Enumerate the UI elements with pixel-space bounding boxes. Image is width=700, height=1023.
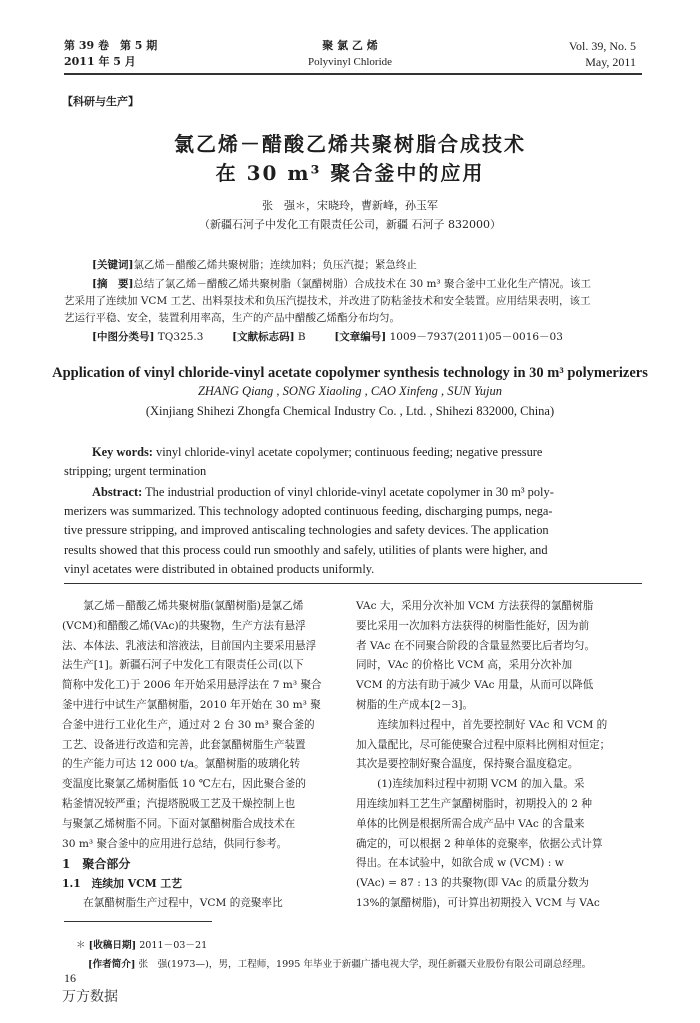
header-date-en: May, 2011: [585, 55, 636, 69]
abstract-en-line: vinyl acetates were distributed in obtained products uniformly.: [64, 561, 375, 576]
section-heading: 1 聚合部分: [62, 857, 131, 872]
keywords-en-label: Key words:: [92, 445, 153, 459]
body-line: 13%的氯醋树脂)，可计算出初期投入 VCM 与 VAc: [356, 896, 600, 909]
abstract-en-label: Abstract:: [92, 485, 143, 499]
author-bio: 张 强(1973—)，男，工程师，1995 年毕业于新疆广播电视大学，现任新疆天业股份有限公司副总经理。: [138, 959, 592, 970]
body-left-column: [62, 597, 360, 914]
author-bio-label: [作者简介]: [88, 959, 136, 970]
body-line: 的生产能力可达 12 000 t/a。氯醋树脂的玻璃化转: [62, 758, 301, 771]
body-line: 得出。在本试验中，如欲合成 w (VCM) : w: [356, 857, 564, 870]
affiliation-cn: （新疆石河子中发化工有限责任公司，新疆 石河子 832000）: [199, 218, 501, 231]
body-line: 法、本体法、乳液法和溶液法，目前国内主要采用悬浮: [62, 639, 317, 652]
footnote-rule: [64, 921, 212, 922]
body-line: 单体的比例是根据所需合成产品中 VAc 的含量来: [356, 817, 585, 830]
body-right-column: [356, 597, 654, 914]
clc-value: TQ325.3: [157, 331, 204, 343]
received-label: [收稿日期]: [88, 940, 137, 951]
body-line: 粘釜情况较严重；汽提塔脱吸工艺及干燥控制上也: [62, 797, 296, 810]
body-line: 变温度比聚氯乙烯树脂低 10 ℃左右，因此聚合釜的: [62, 778, 306, 791]
body-line: 者 VAc 在不同聚合阶段的含量显然要比后者均匀。: [356, 639, 596, 652]
body-line: 工艺、设备进行改造和完善，此套氯醋树脂生产装置: [62, 738, 306, 751]
authors-en: ZHANG Qiang , SONG Xiaoling , CAO Xinfeng , SUN Yujun: [197, 384, 503, 398]
abstract-rule: [64, 583, 642, 584]
body-line: 要比采用一次加料方法获得的树脂性能好，因为前: [356, 619, 590, 632]
header-volume-cn: 第 39 卷 第 5 期: [64, 39, 158, 52]
body-line: (1)连续加料过程中初期 VCM 的加入量。采: [356, 778, 585, 791]
footnote-star-icon: ＊: [76, 940, 89, 951]
body-line: (VAc) = 87 : 13 的共聚物(即 VAc 的质量分数为: [356, 877, 589, 890]
doc-code-label: [文献标志码]: [232, 331, 295, 343]
body-line: 用连续加料工艺生产氯醋树脂时，初期投入的 2 种: [356, 797, 592, 810]
abstract-cn-line: 艺运行平稳、安全，装置利用率高，生产的产品中醋酸乙烯酯分布均匀。: [64, 312, 400, 324]
abstract-en-line: The industrial production of vinyl chloride-vinyl acetate copolymer in 30 m³ poly-: [145, 485, 554, 499]
abstract-en: [64, 483, 644, 579]
received-date: 2011－03－21: [139, 940, 208, 951]
body-line: 确定的，可以根据 2 种单体的竞聚率，依据公式计算: [356, 837, 603, 850]
page-number: 16: [64, 971, 76, 985]
body-line: 法生产[1]。新疆石河子中发化工有限责任公司(以下: [62, 659, 304, 672]
header-volume-en: Vol. 39, No. 5: [568, 39, 636, 53]
header-date-cn: 2011 年 5 月: [64, 55, 136, 68]
body-line: 氯乙烯－醋酸乙烯共聚树脂(氯醋树脂)是氯乙烯: [62, 600, 304, 612]
keywords-cn-text: 氯乙烯－醋酸乙烯共聚树脂；连续加料；负压汽提；紧急终止: [133, 259, 417, 271]
body-line: 简称中发化工)于 2006 年开始采用悬浮法在 7 m³ 聚合: [62, 679, 322, 692]
header-journal-en: Polyvinyl Chloride: [307, 56, 393, 68]
title-en: Application of vinyl chloride-vinyl acetate copolymer synthesis technology in 30 m³ polymerizers: [52, 365, 648, 381]
body-line: 其次是要控制好聚合温度，保持聚合温度稳定。: [356, 758, 579, 771]
body-line: 在氯醋树脂生产过程中，VCM 的竞聚率比: [62, 897, 283, 910]
affiliation-en: (Xinjiang Shihezi Zhongfa Chemical Industry Co. , Ltd. , Shihezi 832000, China): [145, 404, 555, 418]
authors-cn: 张 强＊，宋晓玲，曹新峰，孙玉军: [262, 199, 438, 212]
body-line: 合釜中进行工业化生产，通过对 2 台 30 m³ 聚合釜的: [62, 718, 315, 731]
abstract-en-line: results showed that this process could run smoothly and safely, utilities of plants were higher, and: [64, 542, 548, 557]
footnote-author: [88, 956, 658, 970]
body-line: 树脂的生产成本[2－3]。: [356, 698, 474, 711]
body-line: 加入量配比，尽可能使聚合过程中原料比例相对恒定；: [356, 738, 611, 751]
body-line: 连续加料过程中，首先要控制好 VAc 和 VCM 的: [356, 718, 608, 731]
body-line: 釜中进行中试生产氯醋树脂，2010 年开始在 30 m³ 聚: [62, 698, 321, 711]
header-journal-cn: 聚 氯 乙 烯: [322, 39, 378, 52]
subsection-heading: 1.1 连续加 VCM 工艺: [62, 877, 183, 891]
article-id-label: [文章编号]: [334, 331, 387, 343]
classification-cn: [92, 329, 652, 346]
abstract-cn: [64, 276, 654, 327]
keywords-cn-label: [关键词]: [92, 259, 134, 271]
keywords-cn: [92, 257, 652, 274]
body-line: VCM 的方法有助于减少 VAc 用量，从而可以降低: [356, 679, 594, 692]
doc-code-value: B: [297, 331, 306, 343]
footnote-received: [76, 937, 207, 951]
clc-label: [中图分类号]: [92, 331, 155, 343]
title-cn-line1: 氯乙烯－醋酸乙烯共聚树脂合成技术: [174, 132, 526, 156]
body-line: (VCM)和醋酸乙烯(VAc)的共聚物，生产方法有悬浮: [62, 619, 306, 632]
abstract-en-line: merizers was summarized. This technology adopted continuous feeding, discharging pumps, nega-: [64, 504, 553, 519]
keywords-en-line: stripping; urgent termination: [64, 464, 207, 478]
header-rule: [64, 73, 642, 75]
body-line: VAc 大，采用分次补加 VCM 方法获得的氯醋树脂: [356, 600, 594, 612]
title-cn-line2: 在 30 m³ 聚合釜中的应用: [215, 161, 485, 185]
body-line: 30 m³ 聚合釜中的应用进行总结，供同行参考。: [62, 837, 288, 850]
keywords-en: [64, 443, 644, 481]
body-line: 与聚氯乙烯树脂不同。下面对氯醋树脂合成技术在: [62, 817, 296, 830]
abstract-cn-label: [摘 要]: [92, 278, 134, 290]
watermark: 万方数据: [62, 989, 118, 1005]
abstract-en-line: tive pressure stripping, and improved antiscaling technologies and safety devices. The application: [64, 523, 549, 538]
keywords-en-line: vinyl chloride-vinyl acetate copolymer; continuous feeding; negative pressure: [156, 445, 543, 459]
category-label: 【科研与生产】: [62, 95, 139, 108]
article-id-value: 1009－7937(2011)05－0016－03: [389, 331, 563, 343]
abstract-cn-line: 艺采用了连续加 VCM 工艺、出料泵技术和负压汽提技术，并改进了防粘釜技术和安全装置。应用结果表明，该工: [64, 295, 591, 307]
abstract-cn-line: 总结了氯乙烯－醋酸乙烯共聚树脂（氯醋树脂）合成技术在 30 m³ 聚合釜中工业化生产情况。该工: [133, 278, 591, 290]
body-line: 同时，VAc 的价格比 VCM 高，采用分次补加: [356, 659, 573, 672]
